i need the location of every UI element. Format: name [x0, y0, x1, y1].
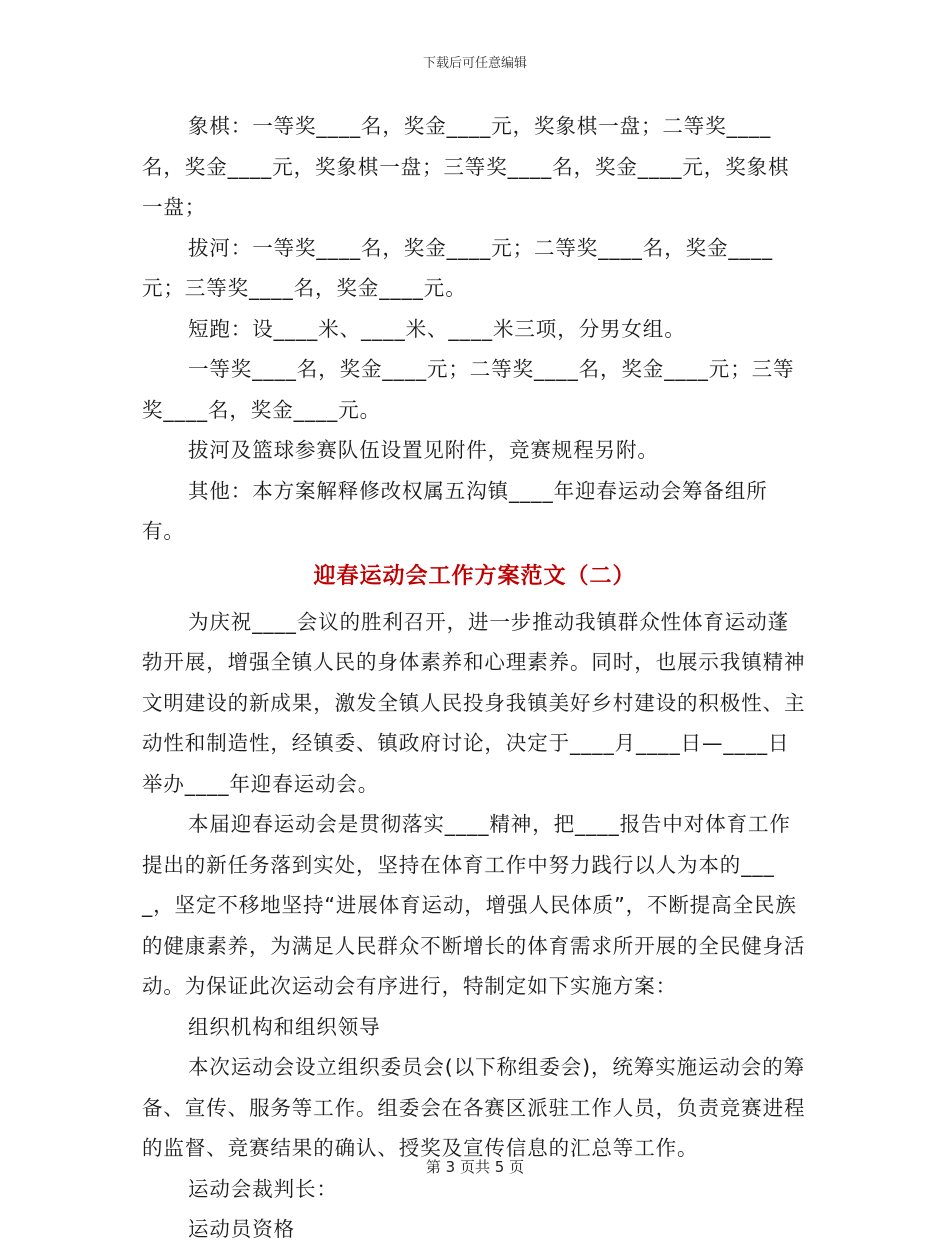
paragraph-intro: 为庆祝____会议的胜利召开，进一步推动我镇群众性体育运动蓬勃开展，增强全镇人民的身体素养和心理素养。同时，也展示我镇精神文明建设的新成果，激发全镇人民投身我镇美好乡村建设的积极性、主动性和制造性，经镇委、镇政府讨论，决定于____月____日—____日举办____年迎春运动会。 [142, 609, 806, 796]
page-footer: 第 3 页共 5 页 [425, 1158, 525, 1176]
section-title: 迎春运动会工作方案范文（二） [313, 563, 636, 589]
page-header: 下载后可任意编辑 [422, 56, 527, 71]
paragraph-other: 其他：本方案解释修改权属五沟镇____年迎春运动会筹备组所有。 [142, 478, 768, 543]
document-body [142, 106, 807, 1250]
paragraph-sprint-events: 短跑：设____米、____米、____米三项，分男女组。 [188, 316, 686, 341]
paragraph-athlete-eligibility: 运动员资格 [188, 1217, 295, 1241]
paragraph-purpose: 本届迎春运动会是贯彻落实____精神，把____报告中对体育工作提出的新任务落到实处，坚持在体育工作中努力践行以人为本的____，坚定不移地坚持“进展体育运动，增强人民体质”，不断提高全民族的健康素养，为满足人民群众不断增长的体育需求所开展的全民健身活动。为保证此次运动会有序进行，特制定如下实施方案： [142, 812, 806, 998]
paragraph-organization: 本次运动会设立组织委员会(以下称组委会)，统筹实施运动会的筹备、宣传、服务等工作。组委会在各赛区派驻工作人员，负责竞赛进程的监督、竞赛结果的确认、授奖及宣传信息的汇总等工作。 [142, 1055, 806, 1160]
paragraph-tug-of-war-prizes: 拔河：一等奖____名，奖金____元；二等奖____名，奖金____元；三等奖____名，奖金____元。 [142, 235, 773, 300]
paragraph-organization-heading: 组织机构和组织领导 [188, 1014, 381, 1039]
paragraph-chess-prizes: 象棋：一等奖____名，奖金____元，奖象棋一盘；二等奖____名，奖金____元，奖象棋一盘；三等奖____名，奖金____元，奖象棋一盘； [142, 114, 790, 219]
paragraph-team-settings: 拔河及篮球参赛队伍设置见附件，竞赛规程另附。 [188, 438, 659, 462]
paragraph-sprint-prizes: 一等奖____名，奖金____元；二等奖____名，奖金____元；三等奖____名，奖金____元。 [142, 357, 795, 422]
paragraph-chief-referee: 运动会裁判长： [188, 1176, 338, 1201]
